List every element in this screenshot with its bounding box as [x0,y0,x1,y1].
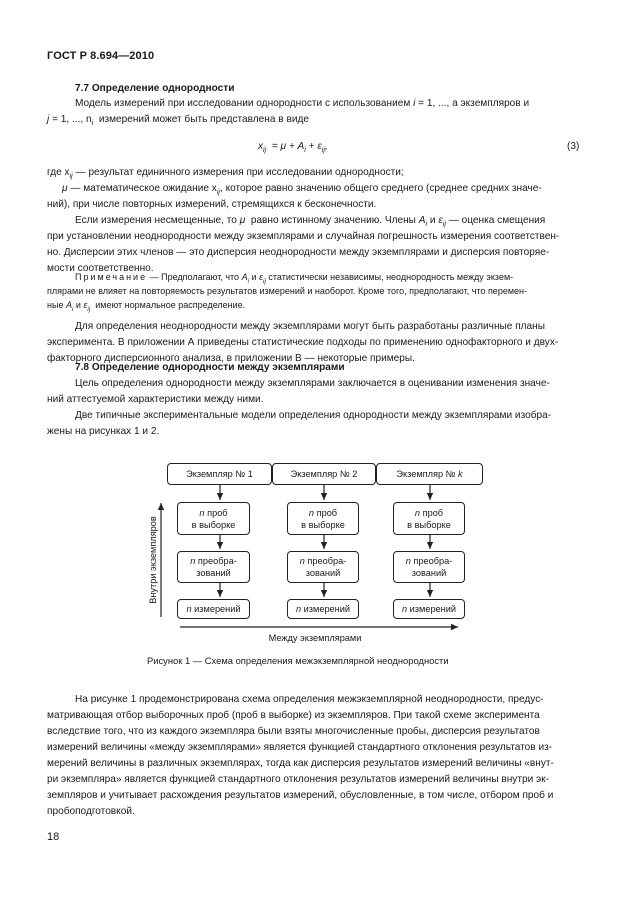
paragraph-models-l1: Две типичные экспериментальные модели определения однородности между экземплярами изобра- [75,410,552,421]
final-paragraph-l4: измерений величины «между экземплярами» является функцией стандартного отклонения результатов из- [47,742,553,753]
figure-1-caption: Рисунок 1 — Схема определения межэкземплярной неоднородности [147,655,449,666]
paragraph-goal-l2: ний аттестуемой характеристики между ними. [47,394,264,405]
final-paragraph-l5: мерений величины в различных экземплярах, тогда как дисперсия результатов измерений величины «внут- [47,758,554,769]
measure-box-k: n измерений [393,599,465,619]
note-line-2: плярами не влияет на повторяемость результатов измерений и наоборот. Кроме того, предполагают, что перемен- [47,286,527,296]
paragraph-plans-l2: эксперимента. В приложении А приведены статистические подходы по применению однофакторного и двух- [47,337,559,348]
specimen-1-box: Экземпляр № 1 [167,463,272,485]
samples-box-1: n проб в выборке [177,502,250,535]
transform-box-2: n преобра- зований [287,551,359,583]
figure-1-diagram [140,455,480,655]
section-7-8-title: 7.8 Определение однородности между экземплярами [75,362,345,373]
within-specimens-label: Внутри экземпляров [148,516,158,604]
section-7-7-title: 7.7 Определение однородности [75,83,235,94]
transform-box-1: n преобра- зований [177,551,250,583]
paragraph-model-cont: j = 1, ..., $n_i$ измерений может быть представлена в виде [47,114,309,128]
where-xij: где $x_{ij}$ — результат единичного измерения при исследовании однородности; [47,167,404,181]
final-paragraph-l2: матривающая отбор выборочных проб (проб в выборке) из экземпляров. При такой схеме эксперимента [47,710,540,721]
paragraph-model: Модель измерений при исследовании однородности с использованием i = 1, ..., a экземпляров и [75,98,530,109]
measure-box-2: n измерений [287,599,359,619]
paragraph-plans-l1: Для определения неоднородности между экземплярами могут быть разработаны различные планы [75,321,545,332]
samples-box-2: n проб в выборке [287,502,359,535]
where-mu: μ — математическое ожидание $x_{ij}$, которое равно значению общего среднего (среднее средних значе- [62,183,542,197]
paragraph-unbiased: Если измерения несмещенные, то μ равно истинному значению. Члены $A_i$ и $\varepsilon_{ij}$ — оценка смещения [75,215,546,229]
between-specimens-label: Между экземплярами [268,633,362,643]
note-line-1: Примечание — Предполагают, что $A_i$ и $\varepsilon_{ij}$ статистически независимы, неоднородность между экзем- [75,272,514,285]
paragraph-unbiased-l3: но. Дисперсии этих членов — это дисперсия неоднородности между экземплярами и дисперсия повторяе- [47,247,550,258]
samples-box-k: n проб в выборке [393,502,465,535]
paragraph-plans-l3: факторного дисперсионного анализа, в приложении В — некоторые примеры. [47,353,415,364]
page-number: 18 [47,831,60,843]
note-line-3: ные $A_i$ и $\varepsilon_{ij}$ имеют нормальное распределение. [47,300,246,313]
formula-number: (3) [567,141,580,152]
paragraph-unbiased-l4: мости соответственно. [47,263,154,274]
final-paragraph-l7: земпляров и учитывает расхождения результатов измерений, обусловленные, в том числе, отбором проб и [47,790,554,801]
specimen-k-box: Экземпляр № k [376,463,483,485]
formula-3: $x_{ij} = \mu + A_i + \varepsilon_{ij}$, [258,141,328,155]
paragraph-unbiased-l2: при установлении неоднородности между экземплярами и случайная погрешность измерения соответствен- [47,231,560,242]
final-paragraph-l3: вследствие того, что из каждого экземпляра были взяты многочисленные пробы, дисперсия результатов [47,726,540,737]
transform-box-k: n преобра- зований [393,551,465,583]
paragraph-goal-l1: Цель определения однородности между экземплярами заключается в оценивании изменения значе- [75,378,550,389]
final-paragraph-l1: На рисунке 1 продемонстрирована схема определения межэкземплярной неоднородности, предус- [75,694,544,705]
final-paragraph-l8: пробоподготовкой. [47,806,135,817]
paragraph-models-l2: жены на рисунках 1 и 2. [47,426,160,437]
final-paragraph-l6: ри экземпляра» является функцией стандартного отклонения результатов измерений величины внутри эк- [47,774,549,785]
specimen-2-box: Экземпляр № 2 [272,463,376,485]
where-mu-cont: ний), при числе повторных измерений, стремящихся к бесконечности. [47,199,377,210]
document-header: ГОСТ Р 8.694—2010 [47,50,155,62]
measure-box-1: n измерений [177,599,250,619]
